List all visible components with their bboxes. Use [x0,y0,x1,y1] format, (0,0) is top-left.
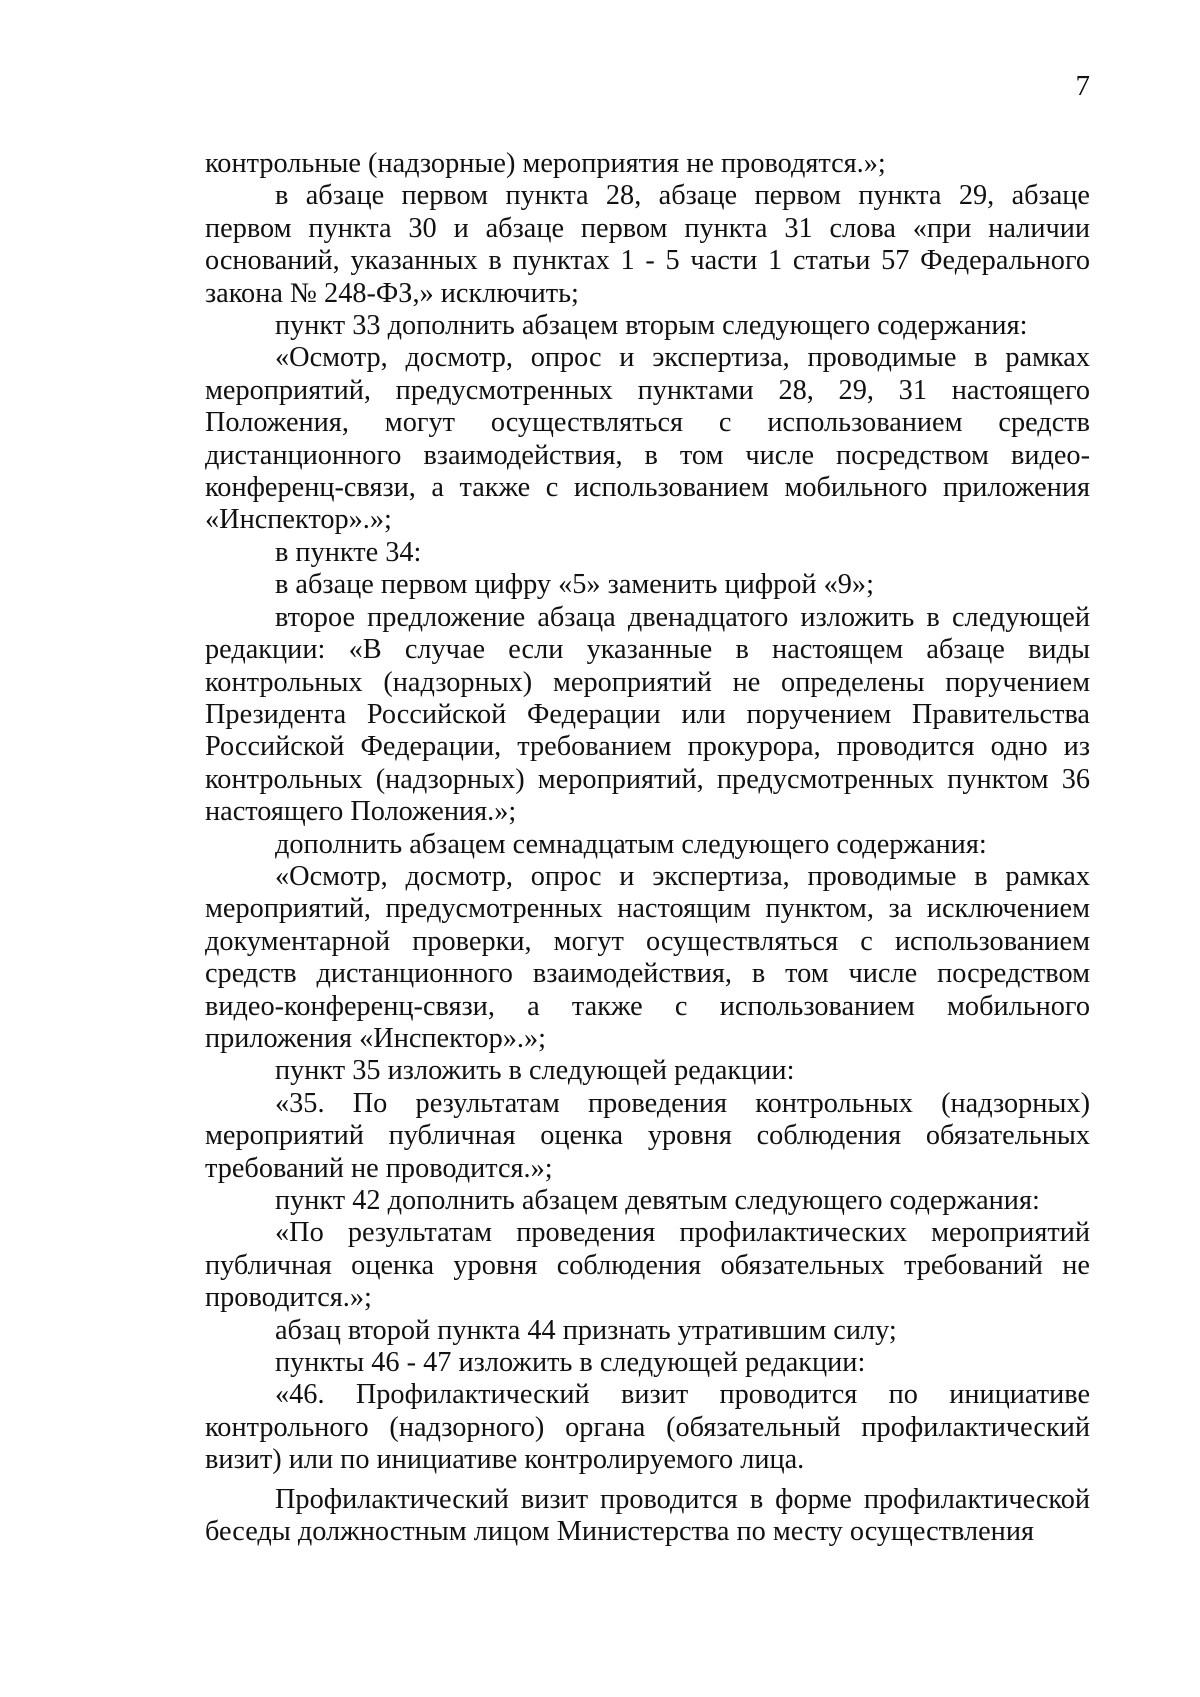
paragraph: «46. Профилактический визит проводится по инициативе контрольного (надзорного) органа (обязательный профилактический визит) или по инициативе контролируемого лица. [205,1379,1090,1476]
paragraph: пункты 46 - 47 изложить в следующей редакции: [275,1347,866,1379]
paragraph: второе предложение абзаца двенадцатого изложить в следующей редакции: «В случае если указанные в настоящем абзаце виды контрольных (надзорных) мероприятий не определены поручением Президента Российской Федерации или поручением Правительства Российской Федерации, требованием прокурора, проводится одно из контрольных (надзорных) мероприятий, предусмотренных пунктом 36 настоящего Положения.»; [205,601,1090,828]
paragraph: в пункте 34: [275,536,422,568]
paragraph: пункт 33 дополнить абзацем вторым следующего содержания: [275,310,1028,342]
paragraph: контрольные (надзорные) мероприятия не проводятся.»; [205,148,886,179]
paragraph: «35. По результатам проведения контрольных (надзорных) мероприятий публичная оценка уровня соблюдения обязательных требований не проводится.»; [205,1087,1090,1184]
paragraph: пункт 42 дополнить абзацем девятым следующего содержания: [275,1185,1040,1216]
paragraph: «По результатам проведения профилактических мероприятий публичная оценка уровня соблюдения обязательных требований не проводится.»; [205,1217,1090,1314]
paragraph: пункт 35 изложить в следующей редакции: [275,1055,795,1087]
paragraph: абзац второй пункта 44 признать утратившим силу; [275,1314,897,1346]
paragraph: в абзаце первом пункта 28, абзаце первом пункта 29, абзаце первом пункта 30 и абзаце первом пункта 31 слова «при наличии оснований, указанных в пунктах 1 - 5 части 1 статьи 57 Федерального закона № 248-ФЗ,» исключить; [205,180,1090,309]
paragraph: «Осмотр, досмотр, опрос и экспертиза, проводимые в рамках мероприятий, предусмотренных настоящим пунктом, за исключением документарной проверки, могут осуществляться с использованием средств дистанционного взаимодействия, в том числе посредством видео-конференц-связи, а также с использованием мобильного приложения «Инспектор».»; [205,860,1090,1054]
paragraph: дополнить абзацем семнадцатым следующего содержания: [275,828,987,860]
document-body [205,148,1090,1548]
page-number: 7 [1075,70,1090,102]
paragraph: в абзаце первом цифру «5» заменить цифрой «9»; [275,569,874,601]
paragraph: Профилактический визит проводится в форме профилактической беседы должностным лицом Министерства по месту осуществления [205,1483,1090,1548]
paragraph: «Осмотр, досмотр, опрос и экспертиза, проводимые в рамках мероприятий, предусмотренных пунктами 28, 29, 31 настоящего Положения, могут осуществляться с использованием средств дистанционного взаимодействия, в том числе посредством видео-конференц-связи, а также с использованием мобильного приложения «Инспектор».»; [205,342,1090,536]
